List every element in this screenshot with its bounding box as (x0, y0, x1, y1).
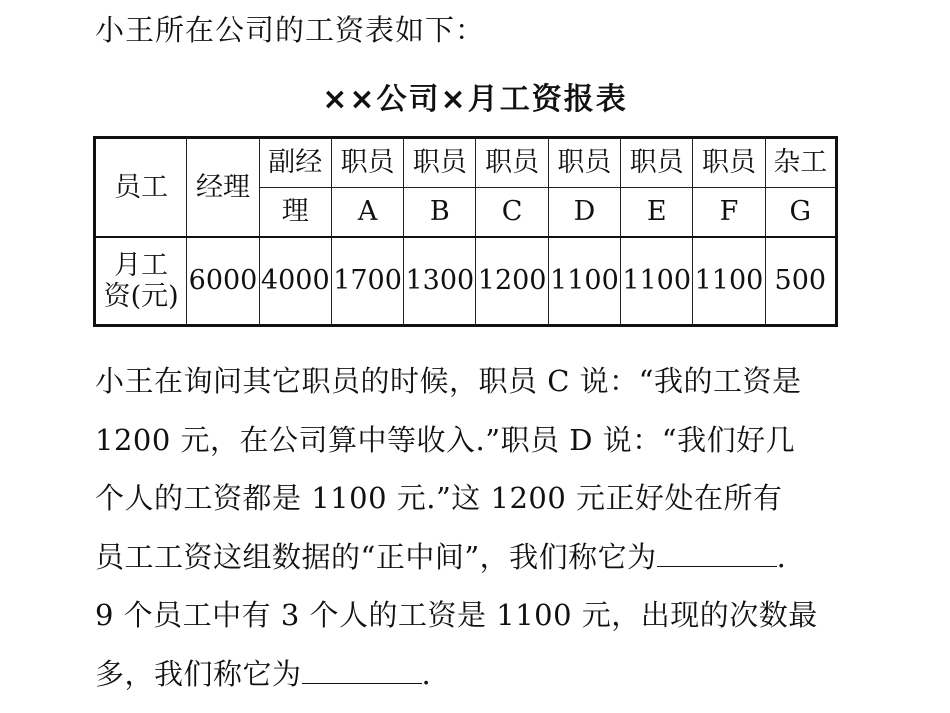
line-text: 多，我们称它为 (95, 656, 302, 691)
salary-cell: 6000 (187, 237, 259, 326)
question-paragraph (95, 352, 855, 703)
header-cell: 职员 (331, 138, 403, 188)
paragraph-line: 小王在询问其它职员的时候，职员 C 说：“我的工资是 (95, 364, 802, 398)
table-header-row (95, 138, 837, 188)
paragraph-line: 1200 元，在公司算中等收入.”职员 D 说：“我们好几 (95, 422, 796, 457)
header-cell: 职员 (404, 138, 476, 188)
header-cell: C (476, 188, 548, 238)
paragraph-line: 个人的工资都是 1100 元.”这 1200 元正好处在所有 (95, 481, 783, 515)
table-title: ××公司×月工资报表 (322, 82, 628, 117)
intro-text: 小王所在公司的工资表如下： (95, 13, 486, 47)
salary-cell: 500 (765, 237, 836, 326)
header-cell: 理 (259, 188, 331, 238)
paragraph-line (95, 528, 855, 587)
salary-label-line2: 资(元) (103, 281, 179, 312)
header-cell: G (765, 188, 836, 238)
header-cell: 杂工 (765, 138, 836, 188)
salary-cell: 1200 (476, 237, 548, 326)
header-cell: 职员 (548, 138, 620, 188)
salary-table (93, 136, 838, 327)
header-cell: F (693, 188, 765, 238)
header-cell: 职员 (476, 138, 548, 188)
salary-cell: 1700 (331, 237, 403, 326)
header-cell: A (331, 188, 403, 238)
answer-blank-median[interactable] (657, 542, 777, 567)
salary-cell: 1100 (693, 237, 765, 326)
answer-blank-mode[interactable] (302, 659, 422, 684)
line-text: . (776, 539, 787, 574)
table-row (95, 237, 837, 326)
salary-cell: 1100 (548, 237, 620, 326)
header-cell: 职员 (621, 138, 693, 188)
salary-cell: 1100 (621, 237, 693, 326)
header-cell: 经理 (187, 138, 259, 238)
salary-label-line1: 月工 (114, 249, 169, 281)
header-cell: 副经 (259, 138, 331, 188)
salary-row-label (95, 237, 187, 326)
header-cell: 职员 (693, 138, 765, 188)
paragraph-line (95, 645, 855, 704)
header-cell: D (548, 188, 620, 238)
line-text: . (421, 656, 432, 691)
header-cell: E (621, 188, 693, 238)
salary-cell: 1300 (404, 237, 476, 326)
salary-cell: 4000 (259, 237, 331, 326)
header-cell: B (404, 188, 476, 238)
paragraph-line: 9 个员工中有 3 个人的工资是 1100 元，出现的次数最 (95, 598, 818, 632)
header-employee: 员工 (95, 138, 187, 238)
line-text: 员工工资这组数据的“正中间”，我们称它为 (95, 539, 657, 574)
